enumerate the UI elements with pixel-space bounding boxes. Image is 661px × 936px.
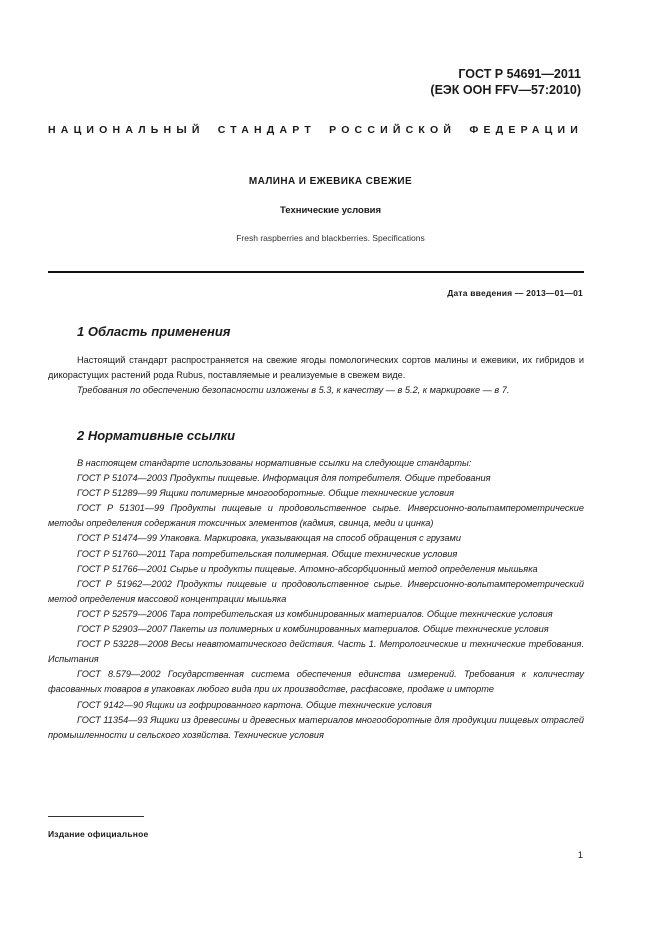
document-title: МАЛИНА И ЕЖЕВИКА СВЕЖИЕ [248,176,413,187]
references-intro: В настоящем стандарте использованы нормативные ссылки на следующие стандарты: [77,458,472,468]
reference-item: ГОСТ 9142—90 Ящики из гофрированного картона. Общие технические условия [77,699,432,710]
standard-code-block [430,66,581,98]
standard-code: ГОСТ Р 54691—2011 [458,67,581,81]
section-2-heading: 2 Нормативные ссылки [77,428,236,443]
document-subtitle: Технические условия [279,205,382,216]
reference-item: ГОСТ Р 51289—99 Ящики полимерные многооборотные. Общие технические условия [77,488,455,499]
standard-equivalent-code: (ЕЭК ООН FFV—57:2010) [430,83,581,97]
reference-item: ГОСТ Р 51074—2003 Продукты пищевые. Информация для потребителя. Общие требования [77,473,491,484]
national-standard-banner: НАЦИОНАЛЬНЫЙ СТАНДАРТ РОССИЙСКОЙ ФЕДЕРАЦИИ [48,124,583,136]
reference-item: ГОСТ Р 53228—2008 Весы неавтоматического действия. Часть 1. Метрологические и технические требования. Испытания [48,639,584,665]
section-2-body [48,456,584,743]
reference-item: ГОСТ 8.579—2002 Государственная система обеспечения единства измерений. Требования к количеству фасованных товаров в упаковках любого вида при их производстве, расфасовке, продаже и импорте [48,669,584,695]
reference-item: ГОСТ Р 51760—2011 Тара потребительская полимерная. Общие технические условия [77,548,458,559]
english-title: Fresh raspberries and blackberries. Specifications [236,233,425,243]
reference-item: ГОСТ Р 52903—2007 Пакеты из полимерных и комбинированных материалов. Общие технические условия [77,624,549,635]
official-edition-label: Издание официальное [48,829,149,839]
reference-item: ГОСТ Р 52579—2006 Тара потребительская из комбинированных материалов. Общие технические условия [77,608,553,619]
reference-item: ГОСТ Р 51474—99 Упаковка. Маркировка, указывающая на способ обращения с грузами [77,533,461,544]
footer-divider [48,816,144,817]
reference-item: ГОСТ 11354—93 Ящики из древесины и древесных материалов многооборотные для продукции пищевых отраслей промышленности и сельского хозяйства. Технические условия [48,714,584,740]
section-1-heading: 1 Область применения [77,324,231,339]
section-1-body [48,353,584,398]
header-divider [48,271,584,273]
safety-requirements-paragraph: Требования по обеспечению безопасности изложены в 5.3, к качеству — в 5.2, к маркировке — в 7. [77,385,510,396]
reference-item: ГОСТ Р 51962—2002 Продукты пищевые и продовольственное сырье. Инверсионно-вольтамперометрический метод определения массовой концентрации мышьяка [48,578,584,604]
page-number: 1 [577,850,583,861]
scope-paragraph: Настоящий стандарт распространяется на свежие ягоды помологических сортов малины и ежевики, их гибридов и дикорастущих растений рода Rubus, поставляемые и реализуемые в свежем виде. [48,355,584,381]
reference-item: ГОСТ Р 51766—2001 Сырье и продукты пищевые. Атомно-абсорбционный метод определения мышьяка [77,563,538,574]
introduction-date: Дата введения — 2013—01—01 [447,288,583,298]
reference-item: ГОСТ Р 51301—99 Продукты пищевые и продовольственное сырье. Инверсионно-вольтамперометрические методы определения содержания токсичных элементов (кадмия, свинца, меди и цинка) [48,503,584,529]
